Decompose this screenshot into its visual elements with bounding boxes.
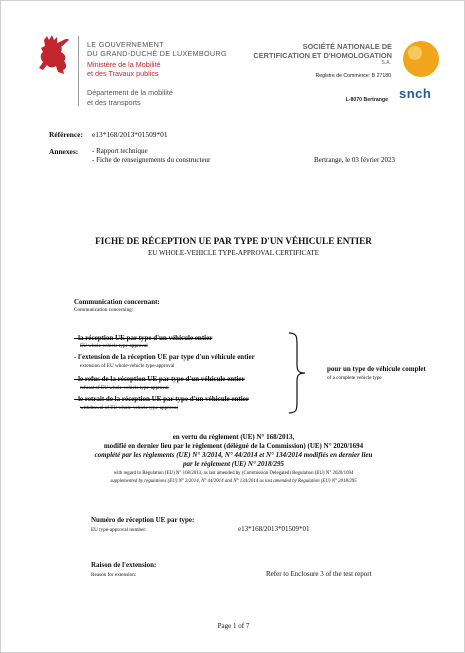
gov-line-2: DU GRAND-DUCHÉ DE LUXEMBOURG: [87, 49, 227, 58]
annexes-label: Annexes:: [49, 147, 79, 156]
extension-label-en: Reason for extension:: [91, 572, 137, 578]
snch-registry: Registre de Commerce: B 27180: [315, 73, 391, 79]
option-refusal-en: refusal of EU whole-vehicle type-approval: [80, 385, 169, 391]
gov-line-1: LE GOUVERNEMENT: [87, 40, 164, 49]
reference-label: Référence:: [49, 130, 83, 139]
option-refusal-fr: - le refus de la réception UE par type d'un véhicule entier: [74, 375, 245, 383]
regulation-line-3: complété par les règlements (UE) N° 3/2014, N° 44/2014 et N° 134/2014 modifiés en dernier lieu: [94, 451, 373, 459]
regulation-line-1: en vertu du règlement (UE) N° 168/2013,: [172, 433, 295, 441]
snch-logo-text: snch: [399, 86, 432, 101]
ministry-line-2: et des Travaux publics: [87, 69, 159, 78]
document-date: Bertrange, le 03 février 2023: [314, 156, 396, 164]
communication-label-en: Communication concerning:: [74, 307, 134, 313]
reference-value: e13*168/2013*01509*01: [92, 130, 168, 139]
snch-address: L-8070 Bertrange: [345, 97, 388, 103]
regulation-line-4: par le règlement (UE) N° 2018/295: [183, 460, 284, 468]
approval-label-en: EU type-approval number:: [91, 527, 147, 533]
right-brace-icon: [285, 331, 309, 415]
annex-item-2: - Fiche de renseignements du constructeur: [92, 156, 211, 164]
luxembourg-lion-icon: [37, 34, 71, 76]
regulation-line-5: with regard to Regulation (EU) N° 168/2013, as last amended by (Commission Delegated) Regulation (EU) N° 2020/1694: [113, 471, 354, 476]
header-divider: [78, 36, 79, 106]
approval-number: e13*168/2013*01509*01: [238, 525, 310, 533]
title-fr: FICHE DE RÉCEPTION UE PAR TYPE D'UN VÉHICULE ENTIER: [95, 236, 372, 246]
option-extension-en: extension of EU whole-vehicle type-approval: [80, 363, 175, 369]
regulation-line-2: modifié en dernier lieu par le règlement (délégué de la Commission) (UE) N° 2020/1694: [103, 442, 364, 450]
dept-line-2: et des transports: [87, 98, 141, 107]
snch-line-1: SOCIÉTÉ NATIONALE DE: [302, 42, 392, 51]
option-extension-fr: - l'extension de la réception UE par type d'un véhicule entier: [74, 353, 255, 361]
scope-fr: pour un type de véhicule complet: [327, 365, 426, 373]
page-number: Page 1 of 7: [217, 622, 250, 630]
extension-reason: Refer to Enclosure 3 of the test report: [266, 570, 372, 578]
option-withdrawal-fr: - le retrait de la réception UE par type d'un véhicule entier: [74, 395, 249, 403]
snch-sa: S.A.: [381, 60, 391, 66]
snch-line-2: CERTIFICATION ET D'HOMOLOGATION: [253, 51, 392, 60]
annex-item-1: - Rapport technique: [92, 147, 148, 155]
option-reception-fr: - la réception UE par type d'un véhicule entier: [74, 334, 213, 342]
ministry-line-1: Ministère de la Mobilité: [87, 60, 161, 69]
dept-line-1: Département de la mobilité: [87, 88, 173, 97]
scope-en: of a complete vehicle type: [327, 375, 382, 381]
option-reception-en: EU whole-vehicle type-approval: [80, 343, 148, 349]
title-en: EU WHOLE-VEHICLE TYPE-APPROVAL CERTIFICATE: [147, 249, 319, 257]
regulation-line-6: supplemented by regulations (EU) N° 3/2014, N° 44/2014 and N° 134/2014 as last amended by Regulation (EU) N° 2018/295: [110, 479, 357, 484]
approval-label-fr: Numéro de réception UE par type:: [91, 516, 195, 524]
communication-label-fr: Communication concernant:: [74, 298, 160, 306]
extension-label-fr: Raison de l'extension:: [91, 561, 157, 569]
option-withdrawal-en: withdrawal of EU whole-vehicle type-approval: [80, 405, 178, 411]
